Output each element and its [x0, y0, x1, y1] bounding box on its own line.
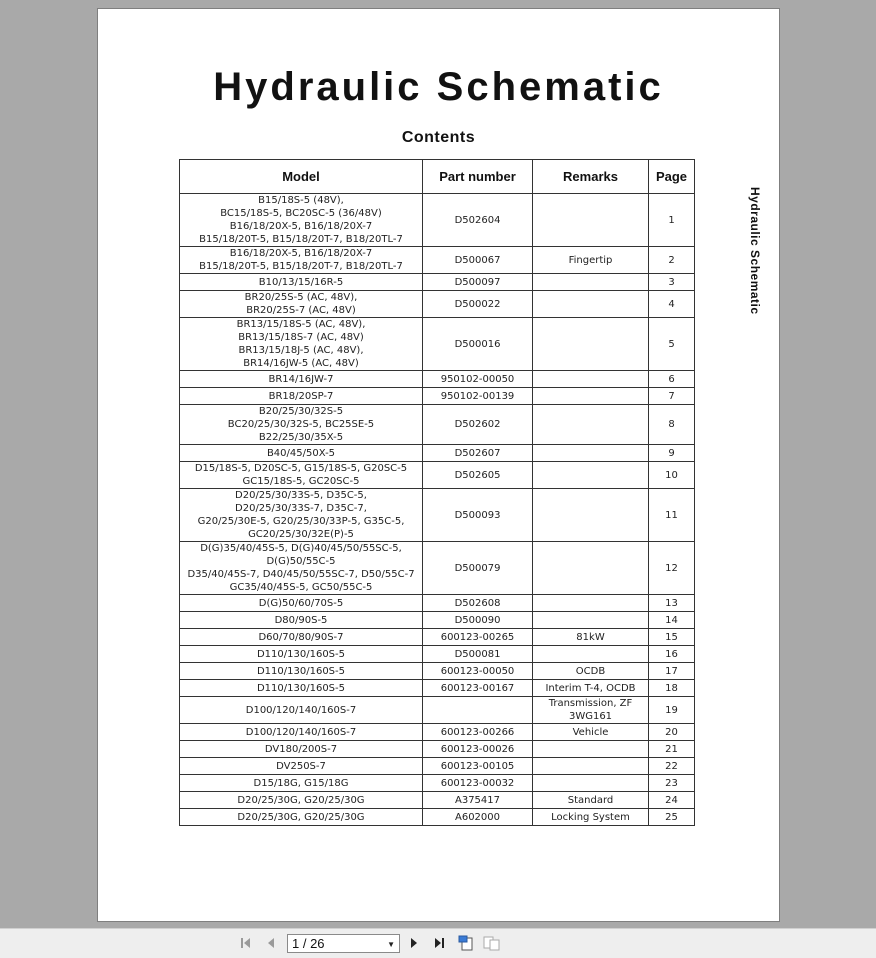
cell-part-number: 600123-00265 — [423, 629, 533, 646]
cell-remarks: Transmission, ZF 3WG161 — [533, 697, 649, 724]
cell-remarks: Standard — [533, 792, 649, 809]
cell-page: 6 — [649, 371, 695, 388]
single-page-view-button[interactable] — [457, 934, 475, 952]
previous-page-icon — [264, 936, 278, 950]
cell-remarks — [533, 741, 649, 758]
single-page-view-icon — [457, 935, 475, 951]
cell-remarks: 81kW — [533, 629, 649, 646]
model-line: D110/130/160S-5 — [256, 665, 346, 677]
cell-remarks: Locking System — [533, 809, 649, 826]
model-line: D100/120/140/160S-7 — [245, 726, 357, 738]
cell-model — [180, 194, 423, 247]
model-line: GC15/18S-5, GC20SC-5 — [242, 476, 360, 487]
model-line: BR18/20SP-7 — [268, 390, 334, 402]
model-line: BR20/25S-7 (AC, 48V) — [246, 305, 356, 316]
cell-page: 13 — [649, 595, 695, 612]
model-line: G20/25/30E-5, G20/25/30/33P-5, G35C-5, — [197, 516, 405, 527]
model-line: D(G)50/55C-5 — [266, 556, 336, 567]
model-line: B15/18/20T-5, B15/18/20T-7, B18/20TL-7 — [199, 234, 403, 245]
cell-page: 5 — [649, 318, 695, 371]
table-row — [180, 489, 695, 542]
cell-part-number — [423, 697, 533, 724]
cell-page: 18 — [649, 680, 695, 697]
cell-part-number: A375417 — [423, 792, 533, 809]
model-line: B16/18/20X-5, B16/18/20X-7 — [229, 248, 373, 259]
cell-page: 11 — [649, 489, 695, 542]
table-row — [180, 629, 695, 646]
table-row — [180, 194, 695, 247]
cell-page: 20 — [649, 724, 695, 741]
model-line: DV250S-7 — [276, 760, 326, 772]
model-line: B40/45/50X-5 — [266, 447, 336, 459]
cell-page: 19 — [649, 697, 695, 724]
table-row — [180, 371, 695, 388]
cell-model — [180, 792, 423, 809]
table-row — [180, 247, 695, 274]
model-line: BC15/18S-5, BC20SC-5 (36/48V) — [220, 208, 382, 219]
model-line: D20/25/30G, G20/25/30G — [237, 811, 365, 823]
cell-part-number: D502604 — [423, 194, 533, 247]
cell-model — [180, 646, 423, 663]
cell-page: 16 — [649, 646, 695, 663]
cell-model — [180, 697, 423, 724]
cell-model — [180, 462, 423, 489]
cell-page: 23 — [649, 775, 695, 792]
model-line: D15/18S-5, D20SC-5, G15/18S-5, G20SC-5 — [194, 463, 408, 474]
cell-model — [180, 388, 423, 405]
cell-page: 24 — [649, 792, 695, 809]
cell-part-number: 950102-00050 — [423, 371, 533, 388]
model-line: BR14/16JW-5 (AC, 48V) — [243, 358, 359, 369]
cell-part-number: 600123-00266 — [423, 724, 533, 741]
cell-model — [180, 663, 423, 680]
table-row — [180, 445, 695, 462]
cell-model — [180, 274, 423, 291]
document-page — [97, 8, 780, 922]
cell-remarks: Fingertip — [533, 247, 649, 274]
cell-page: 14 — [649, 612, 695, 629]
model-line: DV180/200S-7 — [264, 743, 338, 755]
cell-page: 15 — [649, 629, 695, 646]
model-line: D20/25/30/33S-5, D35C-5, — [235, 490, 367, 501]
model-line: B22/25/30/35X-5 — [258, 432, 344, 443]
cell-page: 9 — [649, 445, 695, 462]
cell-remarks — [533, 758, 649, 775]
cell-page: 12 — [649, 542, 695, 595]
table-row — [180, 697, 695, 724]
cell-remarks — [533, 489, 649, 542]
cell-model — [180, 247, 423, 274]
table-header-row — [180, 160, 695, 194]
cell-model — [180, 758, 423, 775]
cell-remarks: Interim T-4, OCDB — [533, 680, 649, 697]
cell-model — [180, 318, 423, 371]
side-tab-label: Hydraulic Schematic — [748, 187, 762, 315]
cell-model — [180, 741, 423, 758]
table-row — [180, 646, 695, 663]
cell-part-number: D500016 — [423, 318, 533, 371]
model-line: B15/18S-5 (48V), — [258, 195, 344, 206]
model-line: BC20/25/30/32S-5, BC25SE-5 — [227, 419, 375, 430]
page-indicator: 1 / 26 — [292, 936, 325, 951]
cell-remarks — [533, 405, 649, 445]
cell-remarks — [533, 775, 649, 792]
model-line: D(G)50/60/70S-5 — [258, 597, 344, 609]
model-line: BR13/15/18S-7 (AC, 48V) — [238, 332, 364, 343]
cell-part-number: D500067 — [423, 247, 533, 274]
cell-remarks — [533, 388, 649, 405]
cell-part-number: D500081 — [423, 646, 533, 663]
cell-remarks — [533, 542, 649, 595]
table-row — [180, 405, 695, 445]
cell-page: 10 — [649, 462, 695, 489]
model-line: D60/70/80/90S-7 — [258, 631, 344, 643]
previous-page-button[interactable] — [262, 934, 280, 952]
table-row — [180, 792, 695, 809]
cell-page: 17 — [649, 663, 695, 680]
cell-page: 8 — [649, 405, 695, 445]
model-line: BR13/15/18S-5 (AC, 48V), — [236, 319, 366, 330]
model-line: BR13/15/18J-5 (AC, 48V), — [238, 345, 364, 356]
cell-page: 3 — [649, 274, 695, 291]
viewer-toolbar — [0, 928, 876, 958]
cell-model — [180, 724, 423, 741]
cell-remarks — [533, 445, 649, 462]
header-part-number: Part number — [423, 160, 533, 194]
cell-model — [180, 629, 423, 646]
header-model: Model — [180, 160, 423, 194]
model-line: D110/130/160S-5 — [256, 682, 346, 694]
table-row — [180, 775, 695, 792]
table-row — [180, 809, 695, 826]
table-row — [180, 274, 695, 291]
cell-model — [180, 612, 423, 629]
last-page-icon — [431, 936, 447, 950]
last-page-button[interactable] — [430, 934, 448, 952]
page-number-select[interactable] — [287, 934, 400, 953]
model-line: D110/130/160S-5 — [256, 648, 346, 660]
contents-heading: Contents — [401, 129, 476, 146]
cell-page: 25 — [649, 809, 695, 826]
table-row — [180, 663, 695, 680]
header-page: Page — [649, 160, 695, 194]
cell-part-number: 950102-00139 — [423, 388, 533, 405]
cell-model — [180, 680, 423, 697]
cell-remarks — [533, 291, 649, 318]
next-page-icon — [407, 936, 421, 950]
cell-remarks — [533, 274, 649, 291]
model-line: D20/25/30G, G20/25/30G — [237, 794, 365, 806]
contents-table-body — [180, 194, 695, 826]
cell-remarks — [533, 612, 649, 629]
cell-part-number: D500093 — [423, 489, 533, 542]
table-row — [180, 318, 695, 371]
header-remarks: Remarks — [533, 160, 649, 194]
cell-part-number: D500022 — [423, 291, 533, 318]
cell-remarks — [533, 595, 649, 612]
two-page-view-button[interactable] — [483, 934, 501, 952]
cell-part-number: D500079 — [423, 542, 533, 595]
cell-part-number: 600123-00167 — [423, 680, 533, 697]
cell-part-number: D502607 — [423, 445, 533, 462]
cell-model — [180, 291, 423, 318]
table-row — [180, 388, 695, 405]
model-line: B15/18/20T-5, B15/18/20T-7, B18/20TL-7 — [199, 261, 403, 272]
first-page-button[interactable] — [238, 934, 256, 952]
cell-page: 22 — [649, 758, 695, 775]
model-line: D15/18G, G15/18G — [253, 777, 349, 789]
model-line: B10/13/15/16R-5 — [258, 276, 344, 288]
next-page-button[interactable] — [405, 934, 423, 952]
cell-model — [180, 371, 423, 388]
cell-part-number: D502608 — [423, 595, 533, 612]
cell-part-number: 600123-00026 — [423, 741, 533, 758]
table-row — [180, 542, 695, 595]
cell-part-number: D502605 — [423, 462, 533, 489]
cell-part-number: 600123-00105 — [423, 758, 533, 775]
cell-model — [180, 809, 423, 826]
cell-page: 2 — [649, 247, 695, 274]
table-row — [180, 758, 695, 775]
table-row — [180, 724, 695, 741]
cell-part-number: D500090 — [423, 612, 533, 629]
model-line: D35/40/45S-7, D40/45/50/55SC-7, D50/55C-7 — [187, 569, 415, 580]
cell-page: 7 — [649, 388, 695, 405]
table-row — [180, 462, 695, 489]
model-line: B20/25/30/32S-5 — [258, 406, 344, 417]
cell-model — [180, 542, 423, 595]
cell-remarks — [533, 462, 649, 489]
model-line: D100/120/140/160S-7 — [245, 704, 357, 716]
table-row — [180, 612, 695, 629]
table-row — [180, 741, 695, 758]
model-line: GC35/40/45S-5, GC50/55C-5 — [229, 582, 373, 593]
two-page-view-icon — [483, 935, 501, 951]
model-line: D20/25/30/33S-7, D35C-7, — [235, 503, 367, 514]
model-line: GC20/25/30/32E(P)-5 — [248, 529, 354, 540]
document-title: Hydraulic Schematic — [213, 65, 664, 109]
cell-model — [180, 775, 423, 792]
model-line: BR14/16JW-7 — [268, 373, 334, 385]
model-line: D(G)35/40/45S-5, D(G)40/45/50/55SC-5, — [200, 543, 402, 554]
first-page-icon — [239, 936, 255, 950]
cell-remarks: OCDB — [533, 663, 649, 680]
model-line: D80/90S-5 — [274, 614, 328, 626]
cell-part-number: 600123-00050 — [423, 663, 533, 680]
cell-page: 1 — [649, 194, 695, 247]
cell-part-number: A602000 — [423, 809, 533, 826]
cell-model — [180, 405, 423, 445]
chevron-down-icon: ▼ — [387, 940, 395, 949]
cell-remarks: Vehicle — [533, 724, 649, 741]
contents-table — [179, 159, 695, 826]
cell-remarks — [533, 318, 649, 371]
cell-page: 21 — [649, 741, 695, 758]
cell-remarks — [533, 194, 649, 247]
cell-part-number: D500097 — [423, 274, 533, 291]
table-row — [180, 595, 695, 612]
model-line: BR20/25S-5 (AC, 48V), — [244, 292, 358, 303]
table-row — [180, 291, 695, 318]
cell-part-number: 600123-00032 — [423, 775, 533, 792]
table-row — [180, 680, 695, 697]
cell-part-number: D502602 — [423, 405, 533, 445]
cell-remarks — [533, 371, 649, 388]
cell-model — [180, 445, 423, 462]
model-line: B16/18/20X-5, B16/18/20X-7 — [229, 221, 373, 232]
cell-remarks — [533, 646, 649, 663]
cell-model — [180, 489, 423, 542]
cell-model — [180, 595, 423, 612]
cell-page: 4 — [649, 291, 695, 318]
